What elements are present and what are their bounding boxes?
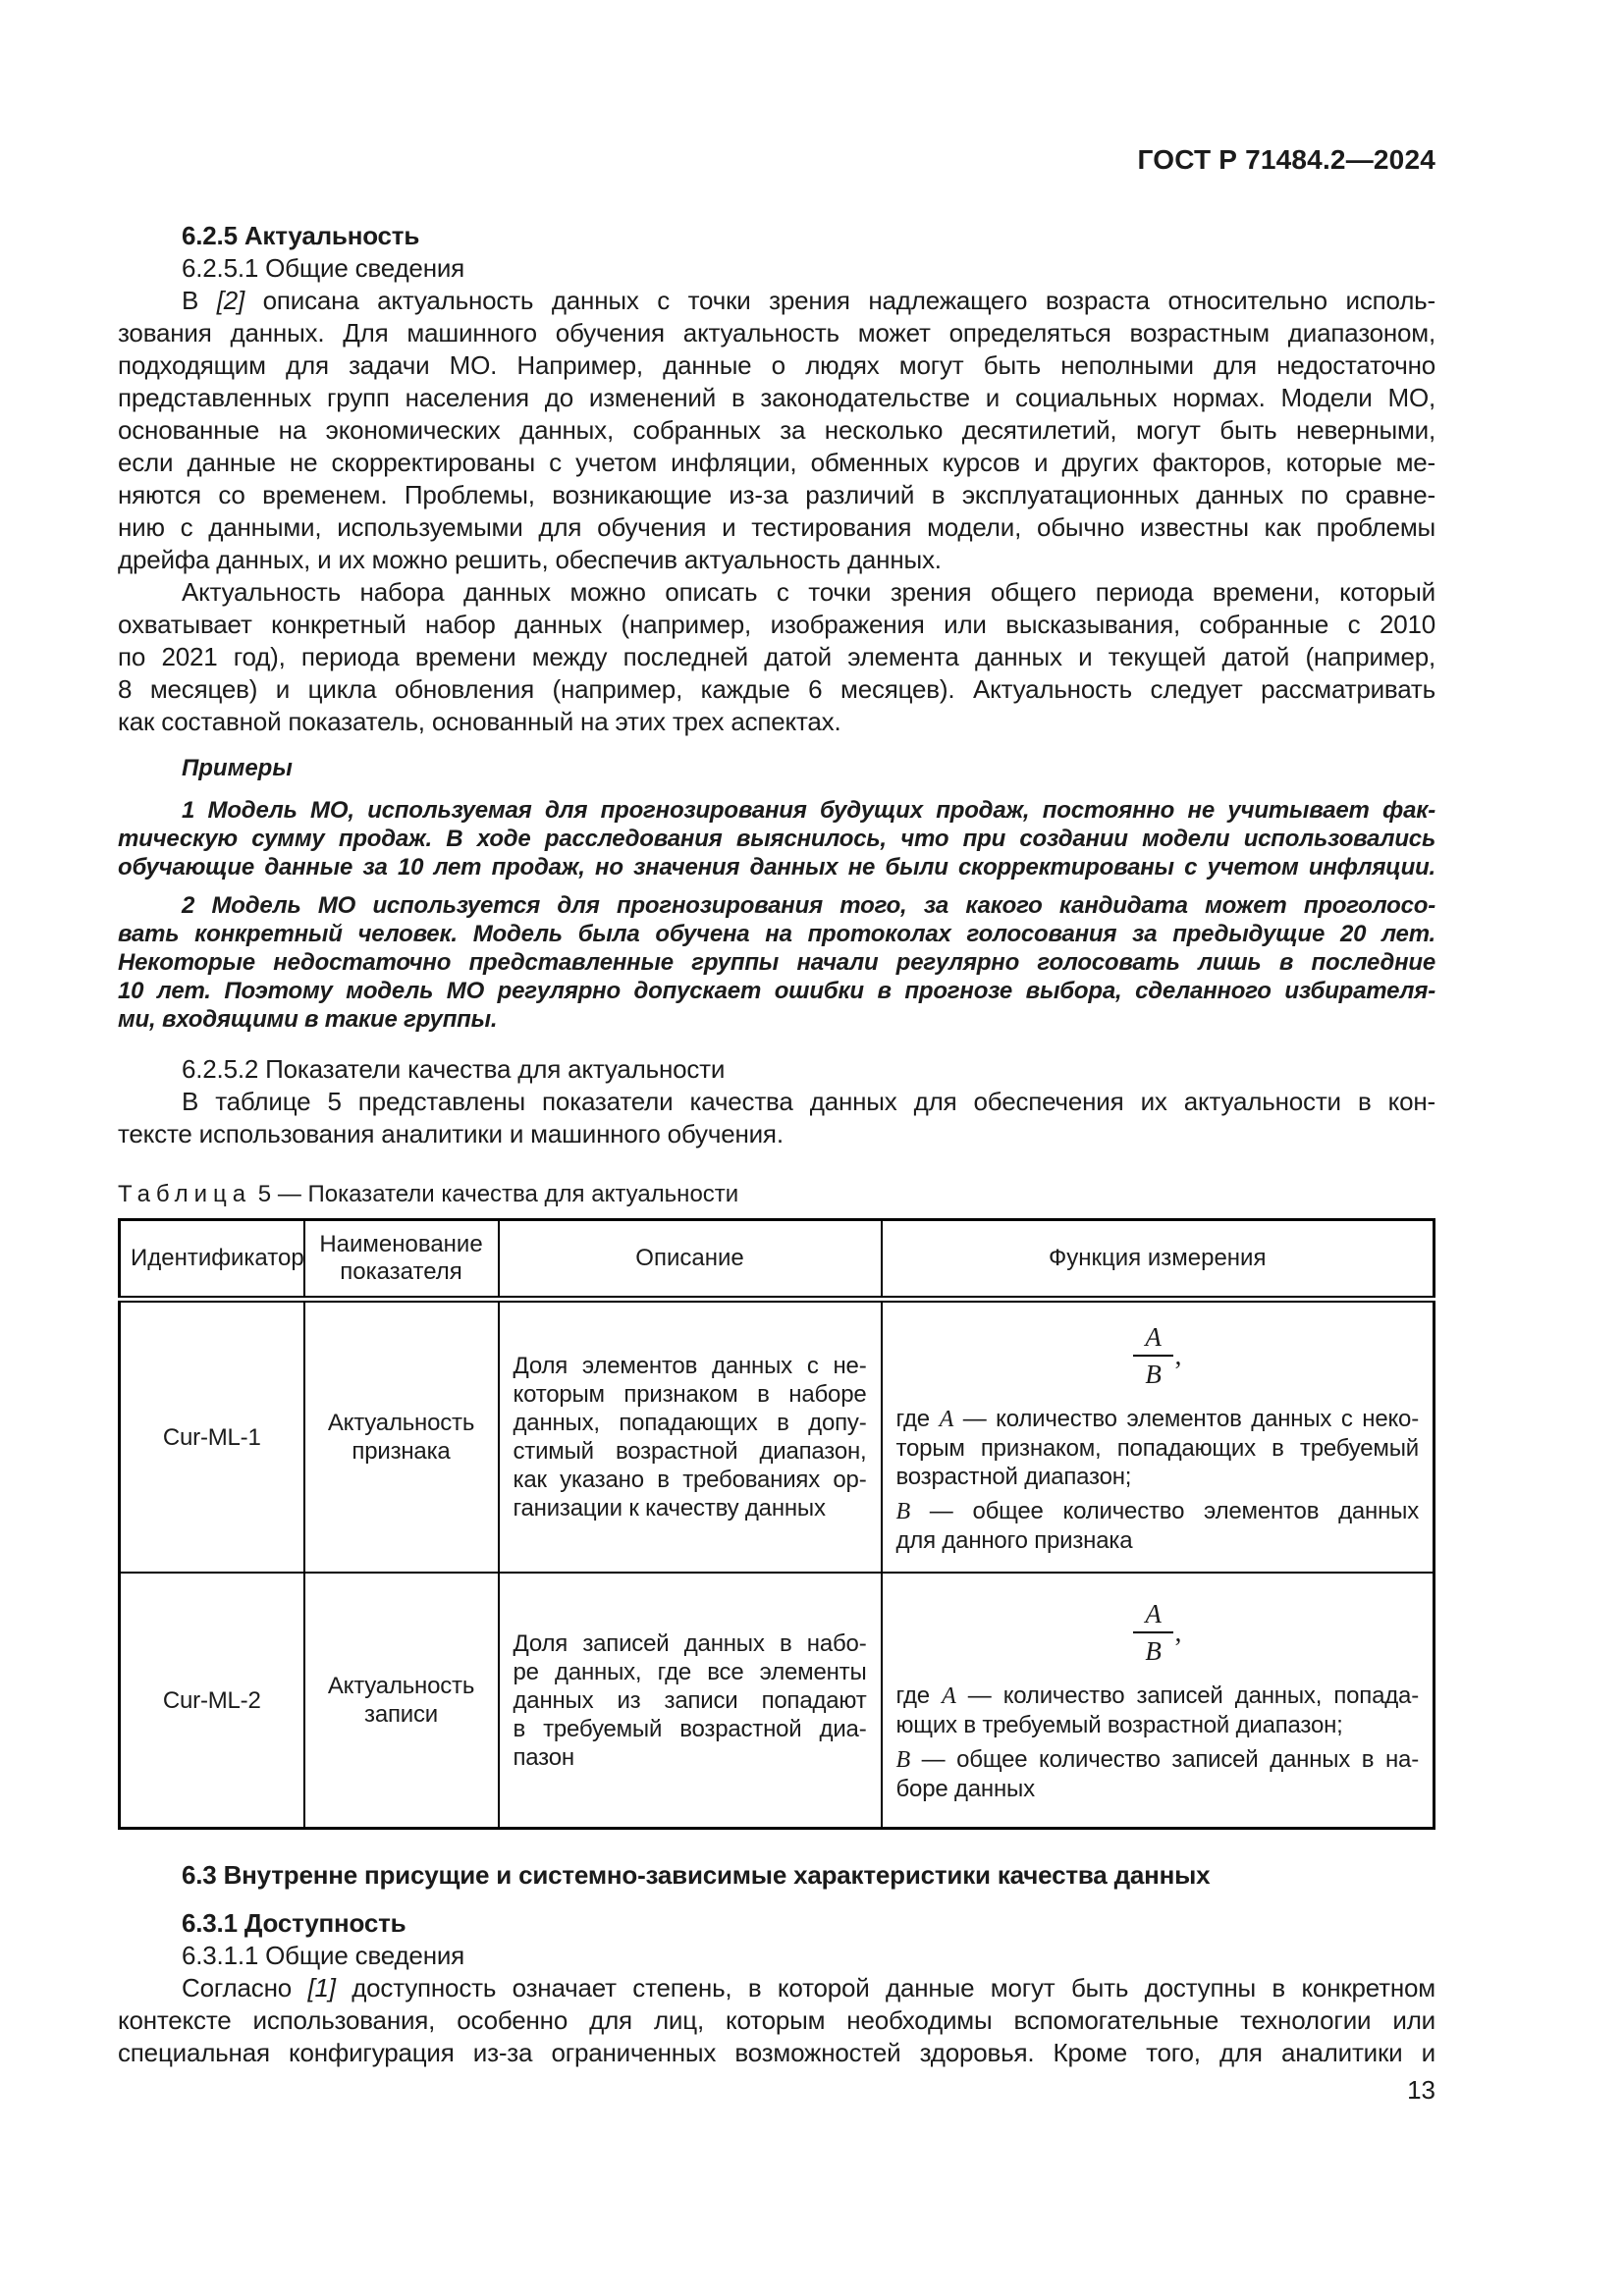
text-line: возрастной диапазон; [895, 1463, 1132, 1490]
example-1 [118, 796, 1435, 881]
text-line: Доля элементов данных с не- [513, 1353, 867, 1379]
examples-heading: Примеры [182, 755, 293, 781]
section-heading-6-2-5-2: 6.2.5.2 Показатели качества для актуальности [182, 1054, 726, 1084]
table-caption-number: 5 [257, 1181, 272, 1207]
text-line: В таблице 5 представлены показатели качества данных для обеспечения их актуальности в кон- [182, 1087, 1435, 1116]
text-line: B — общее количество записей данных в на- [895, 1746, 1419, 1773]
text-line: где A — количество элементов данных с неко- [895, 1405, 1419, 1432]
text-line: няются со временем. Проблемы, возникающие из-за различий в эксплуатационных данных по сравне- [118, 480, 1435, 509]
text-line: 2 Модель МО используется для прогнозирования того, за какого кандидата может проголосо- [182, 892, 1435, 919]
text-line: где A — количество записей данных, попада- [895, 1682, 1419, 1709]
cell-measurement-function [882, 1300, 1435, 1574]
example-2 [118, 891, 1435, 1034]
text-line: обучающие данные за 10 лет продаж, но значения данных не были скорректированы с учетом инфляции. [118, 854, 1435, 881]
text-line: нию с данными, используемыми для обучения и тестирования модели, обычно известны как проблемы [118, 512, 1435, 542]
where-clause-b [896, 1497, 1420, 1555]
table-caption [118, 1180, 1435, 1208]
section-heading-6-3-1-1: 6.3.1.1 Общие сведения [182, 1941, 465, 1970]
table-row-cur-ml-2 [120, 1573, 1435, 1829]
text-line: ре данных, где все элементы [513, 1658, 867, 1685]
standard-code-header: ГОСТ Р 71484.2—2024 [1137, 144, 1435, 175]
text-line: если данные не скорректированы с учетом инфляции, обменных курсов и других факторов, которые ме- [118, 448, 1435, 477]
text-line: Согласно [1] доступность означает степень, в которой данные могут быть доступны в конкретном [182, 1973, 1435, 2002]
text-line: В [2] описана актуальность данных с точки зрения надлежащего возраста относительно исполь- [182, 286, 1435, 315]
quality-indicators-table [118, 1218, 1435, 1830]
paragraph-currency-overview [118, 285, 1435, 576]
paragraph-currency-timeframe [118, 576, 1435, 738]
table-caption-text: — Показатели качества для актуальности [277, 1181, 739, 1207]
column-header-measurement-function: Функция измерения [882, 1220, 1435, 1300]
cell-identifier: Cur-ML-2 [120, 1573, 304, 1829]
cell-description [499, 1573, 882, 1829]
cell-description [499, 1300, 882, 1574]
where-clause-b [896, 1745, 1420, 1803]
text-line: подходящим для задачи МО. Например, данные о людях могут быть неполными для недостаточно [118, 350, 1435, 380]
page-number: 13 [1407, 2075, 1435, 2105]
text-line: 8 месяцев) и цикла обновления (например, каждые 6 месяцев). Актуальность следует рассматривать [118, 674, 1435, 704]
text-line: как составной показатель, основанный на этих трех аспектах. [118, 707, 841, 736]
text-line: ющих в требуемый возрастной диапазон; [895, 1712, 1343, 1738]
text-line: по 2021 год), периода времени между последней датой элемента данных и текущей датой (например, [118, 642, 1435, 671]
text-line: пазон [513, 1743, 574, 1771]
text-line: для данного признака [895, 1526, 1133, 1554]
text-line: охватывает конкретный набор данных (например, изображения или высказывания, собранные с 2010 [118, 610, 1435, 639]
text-line: специальная конфигурация из-за ограниченных возможностей здоровья. Кроме того, для аналитики и [118, 2038, 1435, 2067]
text-line: торым признаком, попадающих в требуемый [895, 1434, 1419, 1462]
text-line: основанные на экономических данных, собранных за несколько десятилетий, могут быть неверными, [118, 415, 1435, 445]
where-clause-a [896, 1405, 1420, 1491]
section-heading-6-3: 6.3 Внутренне присущие и системно-зависимые характеристики качества данных [182, 1860, 1211, 1890]
text-line: зования данных. Для машинного обучения актуальность может определяться возрастным диапазоном, [118, 318, 1435, 347]
text-line: тексте использования аналитики и машинного обучения. [118, 1119, 784, 1148]
text-line: 10 лет. Поэтому модель МО регулярно допускает ошибки в прогнозе выбора, сделанного избирателя- [118, 978, 1435, 1004]
cell-indicator-name: Актуальность записи [304, 1573, 499, 1829]
text-line: 1 Модель МО, используемая для прогнозирования будущих продаж, постоянно не учитывает фак- [182, 797, 1435, 824]
text-line: Некоторые недостаточно представленные группы начали регулярно голосовать лишь в последние [118, 949, 1435, 976]
page-content [118, 0, 1435, 2069]
text-line: дрейфа данных, и их можно решить, обеспечив актуальность данных. [118, 545, 942, 574]
text-line: ми, входящими в такие группы. [118, 1006, 498, 1033]
text-line: стимый возрастной диапазон, [513, 1438, 867, 1465]
text-line: данных из записи попадают [513, 1686, 867, 1714]
fraction-denominator: B [1145, 1636, 1162, 1666]
formula-suffix: , [1174, 1618, 1182, 1647]
column-header-description: Описание [499, 1220, 882, 1300]
table-caption-word: Таблица [118, 1181, 252, 1207]
fraction [1133, 1599, 1172, 1666]
paragraph-accessibility [118, 1972, 1435, 2069]
fraction-denominator: B [1145, 1359, 1162, 1389]
column-header-indicator-name: Наименование показателя [304, 1220, 499, 1300]
formula-suffix: , [1174, 1340, 1182, 1370]
text-line: боре данных [895, 1776, 1035, 1802]
text-line: Актуальность набора данных можно описать с точки зрения общего периода времени, который [182, 577, 1435, 607]
text-line: данных, попадающих в допу- [513, 1410, 867, 1436]
text-line: Доля записей данных в набо- [513, 1629, 867, 1657]
measurement-formula [896, 1599, 1420, 1666]
text-line: контексте использования, особенно для лиц, которым необходимы вспомогательные технологии или [118, 2005, 1435, 2035]
section-heading-6-2-5-1: 6.2.5.1 Общие сведения [182, 253, 465, 283]
text-line: B — общее количество элементов данных [895, 1497, 1419, 1524]
fraction [1133, 1322, 1172, 1389]
text-line: в требуемый возрастной диа- [513, 1715, 867, 1742]
measurement-formula [896, 1322, 1420, 1389]
fraction-numerator: A [1133, 1599, 1172, 1633]
fraction-numerator: A [1133, 1322, 1172, 1357]
cell-identifier: Cur-ML-1 [120, 1300, 304, 1574]
column-header-identifier: Идентификатор [120, 1220, 304, 1300]
text-line: представленных групп населения до изменений в законодательстве и социальных нормах. Модели МО, [118, 383, 1435, 412]
table-row-cur-ml-1 [120, 1300, 1435, 1574]
paragraph-table-intro [118, 1086, 1435, 1150]
section-heading-6-2-5: 6.2.5 Актуальность [182, 221, 420, 250]
text-line: вать конкретный человек. Модель была обучена на протоколах голосования за предыдущие 20 лет. [118, 921, 1435, 947]
text-line: ганизации к качеству данных [513, 1495, 826, 1522]
where-clause-a [896, 1682, 1420, 1739]
text-line: как указано в требованиях ор- [513, 1467, 867, 1493]
cell-indicator-name: Актуальность признака [304, 1300, 499, 1574]
text-line: тическую сумму продаж. В ходе расследования выяснилось, что при создании модели использовались [118, 826, 1435, 852]
cell-measurement-function [882, 1573, 1435, 1829]
section-heading-6-3-1: 6.3.1 Доступность [182, 1908, 406, 1938]
text-line: которым признаком в наборе [513, 1381, 867, 1408]
table-header-row [120, 1220, 1435, 1300]
